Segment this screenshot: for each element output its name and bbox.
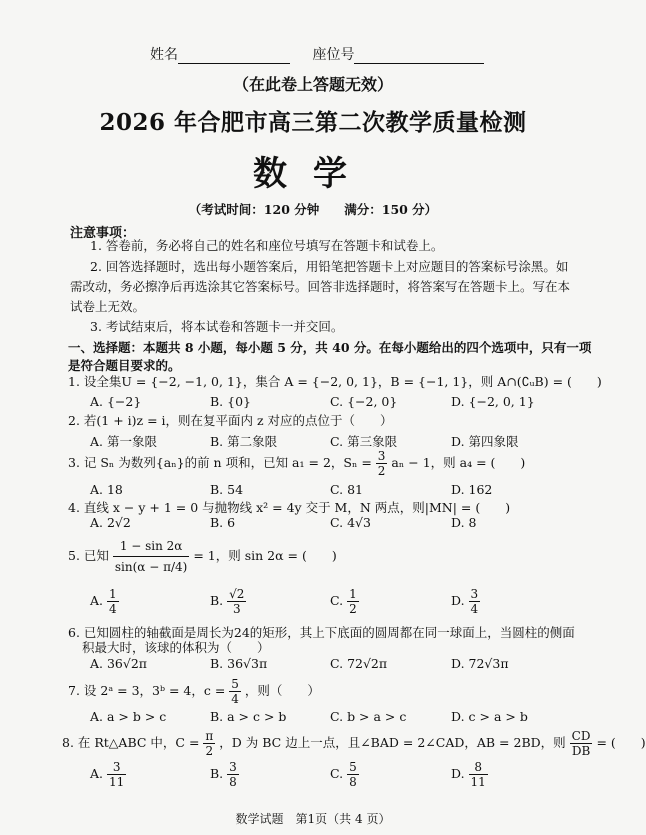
question-1-option-a: A. {−2} xyxy=(90,394,142,409)
option-fraction xyxy=(469,587,481,616)
notice-item-1: 1. 答卷前，务必将自己的姓名和座位号填写在答题卡和试卷上。 xyxy=(90,238,444,253)
question-7-stem xyxy=(68,676,320,706)
question-2-option-c: C. 第三象限 xyxy=(330,434,398,449)
option-fraction xyxy=(347,587,359,616)
question-6-option-d: D. 72√3π xyxy=(451,656,509,671)
question-8-stem-post: = ( ) xyxy=(596,735,646,750)
question-2-option-a: A. 第一象限 xyxy=(90,434,157,449)
question-8-fraction-1 xyxy=(203,729,215,758)
option-label: A. xyxy=(90,766,104,781)
question-8-stem-mid: ，D 为 BC 边上一点，且∠BAD = 2∠CAD，AB = 2BD，则 xyxy=(219,735,566,750)
question-4-option-c: C. 4√3 xyxy=(330,515,371,530)
question-3-option-a: A. 18 xyxy=(90,482,123,497)
fraction-numerator: 1 − sin 2α xyxy=(113,536,189,557)
fraction-denominator: 4 xyxy=(231,692,239,706)
fraction-denominator: 3 xyxy=(232,602,241,616)
fraction-numerator: 3 xyxy=(107,760,126,775)
fraction-numerator: 5 xyxy=(349,760,357,774)
option-fraction xyxy=(107,587,119,616)
exam-title: 2026 年合肥市高三第二次教学质量检测 xyxy=(99,109,527,136)
fraction-denominator: sin(α − π/4) xyxy=(114,560,188,574)
question-1-stem: 1. 设全集U = {−2, −1, 0, 1}，集合 A = {−2, 0, 1}，B = {−1, 1}，则 A∩(∁ᵤB) = ( ) xyxy=(68,374,602,389)
option-label: D. xyxy=(451,593,465,608)
question-3-option-c: C. 81 xyxy=(330,482,363,497)
question-4-option-d: D. 8 xyxy=(451,515,477,530)
fraction-denominator: 4 xyxy=(109,602,117,616)
notice-item-3: 3. 考试结束后，将本试卷和答题卡一并交回。 xyxy=(90,319,344,334)
question-5-option-a xyxy=(90,587,119,616)
fraction-numerator: 1 xyxy=(109,587,117,601)
option-fraction xyxy=(347,760,359,789)
question-5-option-c xyxy=(330,587,359,616)
question-8-option-b xyxy=(210,760,239,789)
seat-label: 座位号 xyxy=(312,47,355,63)
name-seat-bar xyxy=(150,44,484,64)
question-1-option-b: B. {0} xyxy=(210,394,251,409)
option-label: D. xyxy=(451,766,465,781)
notice-item-2-line-3: 试卷上无效。 xyxy=(70,299,146,314)
question-4-option-a: A. 2√2 xyxy=(90,515,131,530)
option-fraction xyxy=(107,760,126,789)
section-heading-line-1: 一、选择题：本题共 8 小题，每小题 5 分，共 40 分。在每小题给出的四个选项中，只有一项 xyxy=(68,340,592,355)
option-fraction xyxy=(469,760,488,789)
question-8-fraction-2 xyxy=(570,729,593,758)
question-8-stem xyxy=(62,726,646,760)
question-7-stem-post: ，则（ ） xyxy=(244,683,320,698)
question-5-option-d xyxy=(451,587,480,616)
question-5-stem xyxy=(68,534,337,578)
fraction-numerator: CD xyxy=(571,729,591,743)
fraction-numerator: √2 xyxy=(229,587,245,601)
fraction-numerator: 1 xyxy=(349,587,357,601)
notice-item-2-line-2: 需改动，务必擦净后再选涂其它答案标号。回答非选择题时，将答案写在答题卡上。写在本 xyxy=(70,279,571,294)
question-8-stem-pre: 8. 在 Rt△ABC 中，C = xyxy=(62,735,200,750)
fraction-denominator: DB xyxy=(571,744,591,758)
option-fraction xyxy=(227,587,246,616)
question-3-option-d: D. 162 xyxy=(451,482,493,497)
question-5-stem-post: = 1，则 sin 2α = ( ) xyxy=(193,548,337,563)
question-2-stem: 2. 若(1 + i)z = i，则在复平面内 z 对应的点位于（ ） xyxy=(68,413,393,428)
question-3-stem-post: aₙ − 1，则 a₄ = ( ) xyxy=(391,455,526,470)
subject-title: 数学 xyxy=(253,154,373,194)
question-5-option-b xyxy=(210,587,246,616)
option-label: B. xyxy=(210,593,224,608)
fraction-denominator: 8 xyxy=(349,775,357,789)
option-fraction xyxy=(227,760,239,789)
question-6-option-c: C. 72√2π xyxy=(330,656,388,671)
question-1-option-c: C. {−2, 0} xyxy=(330,394,398,409)
question-1-option-d: D. {−2, 0, 1} xyxy=(451,394,535,409)
question-2-option-d: D. 第四象限 xyxy=(451,434,519,449)
question-3-stem xyxy=(68,449,525,478)
seat-blank xyxy=(354,49,484,64)
question-7-stem-pre: 7. 设 2ᵃ = 3，3ᵇ = 4，c = xyxy=(68,683,226,698)
question-7-option-b: B. a > c > b xyxy=(210,709,287,724)
question-2-option-b: B. 第二象限 xyxy=(210,434,278,449)
question-8-option-d xyxy=(451,760,488,789)
fraction-numerator: 3 xyxy=(229,760,237,774)
fraction-numerator: 3 xyxy=(377,449,386,463)
fraction-denominator: 11 xyxy=(470,775,486,789)
name-blank xyxy=(178,49,290,64)
question-5-fraction xyxy=(113,536,189,577)
question-3-fraction xyxy=(376,449,388,478)
question-4-stem: 4. 直线 x − y + 1 = 0 与抛物线 x² = 4y 交于 M，N 两点，则|MN| = ( ) xyxy=(68,500,511,515)
fraction-denominator: 4 xyxy=(470,602,479,616)
question-7-option-c: C. b > a > c xyxy=(330,709,407,724)
question-4-option-b: B. 6 xyxy=(210,515,236,530)
fraction-denominator: 2 xyxy=(205,744,214,758)
option-label: A. xyxy=(90,593,104,608)
fraction-denominator: 11 xyxy=(109,775,125,789)
question-8-option-a xyxy=(90,760,126,789)
question-3-option-b: B. 54 xyxy=(210,482,244,497)
question-6-option-a: A. 36√2π xyxy=(90,656,148,671)
question-3-stem-pre: 3. 记 Sₙ 为数列{aₙ}的前 n 项和，已知 a₁ = 2，Sₙ = xyxy=(68,455,372,470)
question-7-option-d: D. c > a > b xyxy=(451,709,528,724)
question-8-option-c xyxy=(330,760,359,789)
fraction-denominator: 8 xyxy=(229,775,237,789)
option-label: B. xyxy=(210,766,224,781)
notice-title: 注意事项： xyxy=(70,226,136,241)
question-5-stem-pre: 5. 已知 xyxy=(68,548,109,563)
section-heading-line-2: 是符合题目要求的。 xyxy=(68,358,181,373)
invalid-note: （在此卷上答题无效） xyxy=(232,75,393,94)
fraction-denominator: 2 xyxy=(377,464,386,478)
fraction-numerator: 8 xyxy=(469,760,488,775)
fraction-numerator: 5 xyxy=(231,677,239,691)
question-6-option-b: B. 36√3π xyxy=(210,656,268,671)
fraction-numerator: π xyxy=(205,729,214,743)
option-label: C. xyxy=(330,593,344,608)
question-7-option-a: A. a > b > c xyxy=(90,709,167,724)
name-label: 姓名 xyxy=(150,47,178,63)
question-6-stem-line-1: 6. 已知圆柱的轴截面是周长为24的矩形，其上下底面的圆周都在同一球面上，当圆柱的侧面 xyxy=(68,625,575,640)
fraction-numerator: 3 xyxy=(470,587,479,601)
question-6-stem-line-2: 积最大时，该球的体积为（ ） xyxy=(82,640,270,655)
notice-item-2-line-1: 2. 回答选择题时，选出每小题答案后，用铅笔把答题卡上对应题目的答案标号涂黑。如 xyxy=(90,259,569,274)
exam-info: （考试时间：120 分钟 满分：150 分） xyxy=(188,202,438,217)
page-footer: 数学试题 第1页（共 4 页） xyxy=(235,812,391,826)
option-label: C. xyxy=(330,766,344,781)
fraction-denominator: 2 xyxy=(349,602,357,616)
question-7-fraction xyxy=(229,677,241,706)
